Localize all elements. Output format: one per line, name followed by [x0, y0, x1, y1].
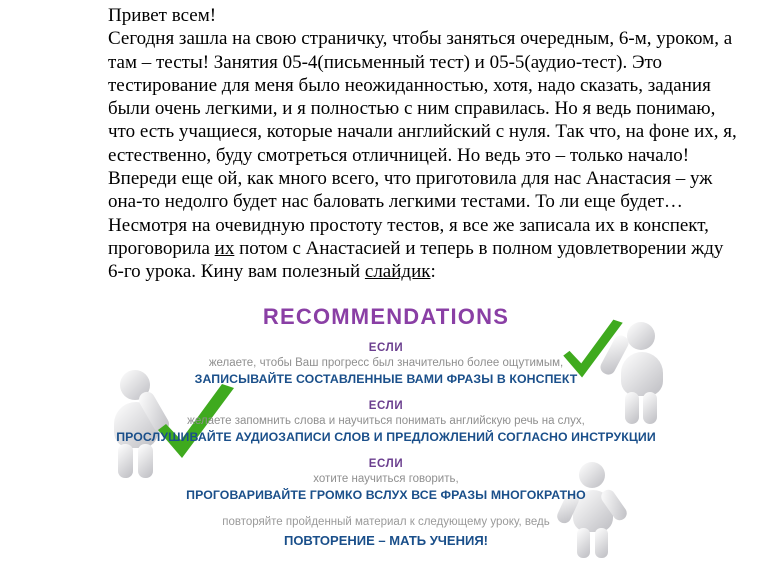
recommendations-slide [103, 288, 669, 570]
slide-title: RECOMMENDATIONS [262, 304, 510, 329]
closing-line: повторяйте пройденный материал к следующему уроку, ведь [222, 516, 550, 528]
underlined-word-1: их [214, 237, 235, 259]
closing-bold: ПОВТОРЕНИЕ – МАТЬ УЧЕНИЯ! [283, 533, 489, 548]
recommendation-group-3 [103, 458, 669, 502]
recommendation-subtitle: желаете, чтобы Ваш прогресс был значительно более ощутимым, [208, 357, 564, 369]
greeting-line: Привет всем! [108, 5, 217, 26]
recommendation-main: ПРОГОВАРИВАЙТЕ ГРОМКО ВСЛУХ ВСЕ ФРАЗЫ МНОГОКРАТНО [186, 488, 586, 502]
paragraph-part-2: потом с Анастасией и теперь в полном удовлетворении жду 6-го урока. Кину вам полезный [108, 237, 724, 283]
recommendation-main: ЗАПИСЫВАЙТЕ СОСТАВЛЕННЫЕ ВАМИ ФРАЗЫ В КОНСПЕКТ [194, 372, 578, 386]
recommendation-main: ПРОСЛУШИВАЙТЕ АУДИОЗАПИСИ СЛОВ И ПРЕДЛОЖЛЕНИЙ СОГЛАСНО ИНСТРУКЦИИ [116, 430, 656, 444]
recommendation-subtitle: желаете запомнить слова и научиться понимать английскую речь на слух, [187, 415, 585, 427]
recommendation-closing [103, 516, 669, 548]
recommendation-group-2 [103, 400, 669, 444]
body-paragraph [108, 27, 742, 283]
paragraph-part-3: : [430, 261, 436, 283]
article-text [108, 4, 742, 284]
recommendation-subtitle: хотите научиться говорить, [313, 473, 459, 485]
underlined-word-2: слайдик [364, 261, 431, 283]
recommendation-if-label: ЕСЛИ [368, 342, 404, 354]
recommendation-if-label: ЕСЛИ [368, 400, 404, 412]
recommendation-if-label: ЕСЛИ [368, 458, 404, 470]
recommendation-group-1 [103, 342, 669, 386]
paragraph-part-1: Сегодня зашла на свою страничку, чтобы заняться очередным, 6-м, уроком, а там – тесты! Занятия 05-4(письменный тест) и 05-5(аудио-тест). Это тестирование для меня было неожиданностью, хотя, надо сказать, задания были очень легкими, и я полностью с ним справилась. Но я ведь понимаю, что есть учащиеся, которые начали английский с нуля. Так что, на фоне их, я, естественно, буду смотреться отличницей. Но ведь это – только начало! Впереди еще ой, как много всего, что приготовила для нас Анастасия – уж она-то недолго будет нас баловать легкими тестами. То ли еще будет… Несмотря на очевидную простоту тестов, я все же записала их в конспект, проговорила [108, 28, 737, 259]
